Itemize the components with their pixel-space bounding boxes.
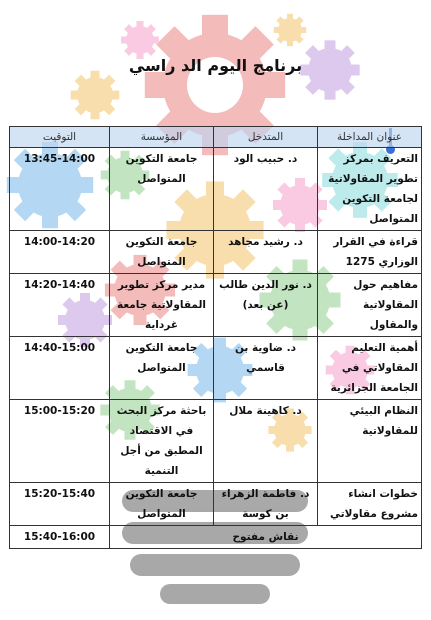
cell-speaker: د. كاهينة ملال (214, 400, 318, 483)
cell-title: أهمية التعليم المقاولاتي في الجامعة الجزائرية (318, 337, 422, 400)
cell-title: التعريف بمركز تطوير المقاولاتية لجامعة التكوين المتواصل (318, 148, 422, 231)
table-header-row (10, 127, 422, 148)
cell-time: 15:20-15:40 (10, 483, 110, 526)
cell-institution: جامعة التكوين المتواصل (110, 148, 214, 231)
cell-speaker: د. رشيد مجاهد (214, 231, 318, 274)
header-time: التوقيت (10, 127, 110, 148)
cell-time: 15:40-16:00 (10, 526, 110, 549)
table-row (10, 400, 422, 483)
cell-title: خطوات انشاء مشروع مقاولاتي (318, 483, 422, 526)
table-row-final (10, 526, 422, 549)
table-row (10, 231, 422, 274)
cell-institution: مدير مركز تطوير المقاولاتية جامعة غرداية (110, 274, 214, 337)
cell-institution: جامعة التكوين المتواصل (110, 483, 214, 526)
header-speaker: المتدخل (214, 127, 318, 148)
cell-time: 14:00-14:20 (10, 231, 110, 274)
table-row (10, 274, 422, 337)
cell-institution: جامعة التكوين المتواصل (110, 337, 214, 400)
table-row (10, 483, 422, 526)
program-table (9, 126, 422, 549)
cell-institution: جامعة التكوين المتواصل (110, 231, 214, 274)
cell-speaker: د. فاطمة الزهراء بن كوسة (214, 483, 318, 526)
cell-title: مفاهيم حول المقاولاتية والمقاول (318, 274, 422, 337)
table-row (10, 148, 422, 231)
cell-speaker: د. ضاوية بن قاسمي (214, 337, 318, 400)
cell-speaker: د. حبيب الود (214, 148, 318, 231)
cell-time: 14:20-14:40 (10, 274, 110, 337)
table-row (10, 337, 422, 400)
cell-title: قراءة في القرار الوزاري 1275 (318, 231, 422, 274)
cell-title: النظام البيئي للمقاولاتية (318, 400, 422, 483)
cell-time: 15:00-15:20 (10, 400, 110, 483)
cell-time: 14:40-15:00 (10, 337, 110, 400)
header-title: عنوان المداخلة (318, 127, 422, 148)
document-title: برنامج اليوم الد راسي (128, 56, 303, 75)
cell-institution: باحثة مركز البحث في الاقتصاد المطبق من أجل التنمية (110, 400, 214, 483)
cell-time: 13:45-14:00 (10, 148, 110, 231)
cell-speaker: د. نور الدين طالب (عن بعد) (214, 274, 318, 337)
header-institution: المؤسسة (110, 127, 214, 148)
cell-open-discussion: نقاش مفتوح (110, 526, 422, 549)
